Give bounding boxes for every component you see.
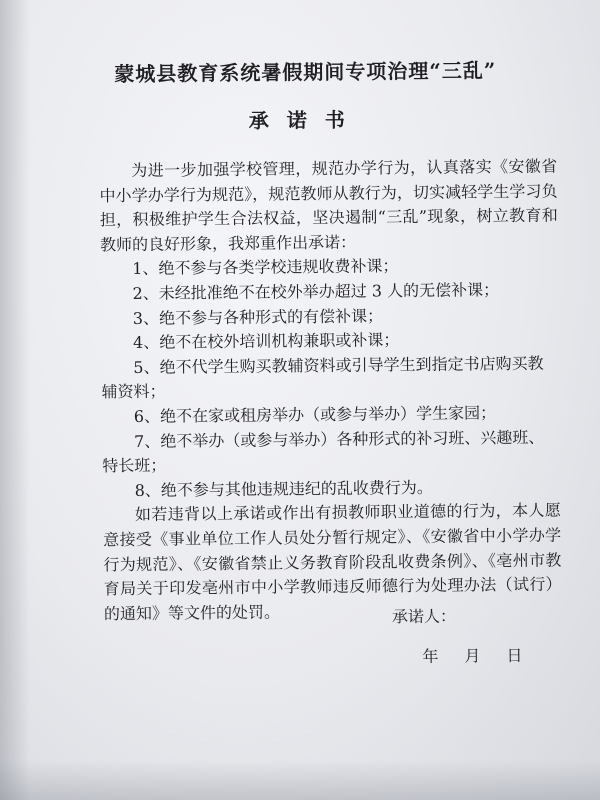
date-month-label: 月	[464, 646, 481, 666]
pledge-item-7: 7、绝不举办（或参与举办）各种形式的补习班、兴趣班、特长班；	[102, 427, 545, 476]
pledge-item-3: 3、绝不参与各种形式的有偿补课；	[132, 305, 384, 328]
signature-label: 承诺人：	[391, 606, 457, 627]
date-line	[422, 643, 522, 667]
pledge-item-5: 5、绝不代学生购买教辅资料或引导学生到指定书店购买教辅资料；	[101, 353, 544, 402]
pledge-item-8: 8、绝不参与其他违规违纪的乱收费行为。	[134, 477, 433, 500]
pledge-item-4: 4、绝不在校外培训机构兼职或补课；	[132, 330, 400, 353]
document-sheet	[36, 42, 582, 788]
document-subtitle: 承诺书	[248, 107, 363, 133]
pledge-item-1: 1、绝不参与各类学校违规收费补课；	[132, 256, 399, 279]
date-day-label: 日	[506, 645, 523, 666]
closing-paragraph: 如若违背以上承诺或作出有损教师职业道德的行为，本人愿意接受《事业单位工作人员处分暂行规定》、《安徽省中小学办学行为规范》、《安徽省禁止义务教育阶段乱收费条例》、《亳州市教育局关于印发亳州市中小学教师违反师德行为处理办法（试行）的通知》等文件的处罚。	[103, 500, 562, 624]
document-body	[37, 154, 580, 627]
pledge-item-6: 6、绝不在家或租房举办（或参与举办）学生家园；	[133, 403, 497, 426]
date-year-label: 年	[422, 646, 439, 666]
intro-paragraph: 为进一步加强学校管理，规范办学行为，认真落实《安徽省中小学办学行为规范》，规范教师从教行为，切实减轻学生学习负担，积极维护学生合法权益，坚决遏制“三乱”现象，树立教育和教师的良好形象，我郑重作出承诺：	[99, 156, 558, 255]
page-shadow-left	[0, 0, 30, 800]
pledge-item-2: 2、未经批准绝不在校外举办超过 3 人的无偿补课；	[132, 280, 500, 303]
document-title: 蒙城县教育系统暑假期间专项治理“三乱”	[114, 58, 497, 87]
